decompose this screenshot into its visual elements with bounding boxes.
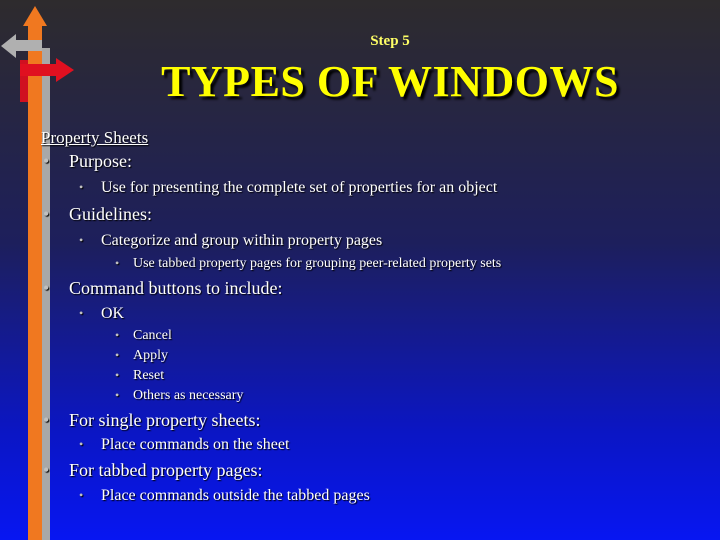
section-heading: Property Sheets (41, 128, 149, 147)
bullet-item-level-1 (41, 409, 711, 432)
bullet-text: Reset (133, 368, 165, 383)
bullet-marker: • (79, 233, 84, 247)
arrow-up-icon (23, 6, 47, 26)
bullet-marker: • (115, 256, 120, 270)
bullet-text: Place commands outside the tabbed pages (101, 487, 370, 504)
bullet-text: Use tabbed property pages for grouping peer-related property sets (133, 256, 502, 271)
bullet-marker: • (43, 204, 50, 224)
bullet-item-level-3 (41, 326, 711, 345)
slide-title: TYPES OF WINDOWS (161, 57, 619, 106)
bullet-item-level-1 (41, 203, 711, 226)
bullet-marker: • (79, 437, 84, 451)
bullet-marker: • (115, 388, 120, 402)
bullet-item-level-1 (41, 459, 711, 482)
bullet-marker: • (79, 306, 84, 320)
bullet-marker: • (43, 410, 50, 430)
bullet-item-level-3 (41, 386, 711, 405)
bullet-text: Categorize and group within property pages (101, 232, 383, 249)
bullet-text: Purpose: (69, 151, 132, 171)
slide-content (41, 128, 711, 507)
bullet-marker: • (79, 488, 84, 502)
step-label: Step 5 (370, 33, 410, 49)
bullet-item-level-1 (41, 150, 711, 173)
bullet-text: Place commands on the sheet (101, 436, 290, 453)
bullet-item-level-2 (41, 176, 711, 199)
bullet-item-level-3 (41, 346, 711, 365)
bullet-item-level-3 (41, 366, 711, 385)
bullet-item-level-2 (41, 302, 711, 325)
bullet-marker: • (79, 180, 84, 194)
bullet-text: Cancel (133, 328, 172, 343)
bullet-marker: • (115, 368, 120, 382)
bullet-item-level-3 (41, 254, 711, 273)
bullet-text: For tabbed property pages: (69, 460, 263, 480)
bullet-marker: • (43, 151, 50, 171)
bullet-item-level-1 (41, 277, 711, 300)
bullet-text: Use for presenting the complete set of properties for an object (101, 179, 498, 196)
bullet-text: OK (101, 305, 125, 322)
bullet-item-level-2 (41, 484, 711, 507)
bullet-marker: • (115, 328, 120, 342)
bullet-marker: • (115, 348, 120, 362)
bullet-list (41, 150, 711, 507)
bullet-text: Others as necessary (133, 388, 244, 403)
bullet-item-level-2 (41, 229, 711, 252)
bullet-text: Command buttons to include: (69, 278, 283, 298)
bullet-marker: • (43, 278, 50, 298)
bullet-marker: • (43, 460, 50, 480)
bullet-text: Apply (133, 348, 168, 363)
bullet-text: For single property sheets: (69, 410, 261, 430)
bullet-item-level-2 (41, 433, 711, 456)
bullet-text: Guidelines: (69, 204, 152, 224)
